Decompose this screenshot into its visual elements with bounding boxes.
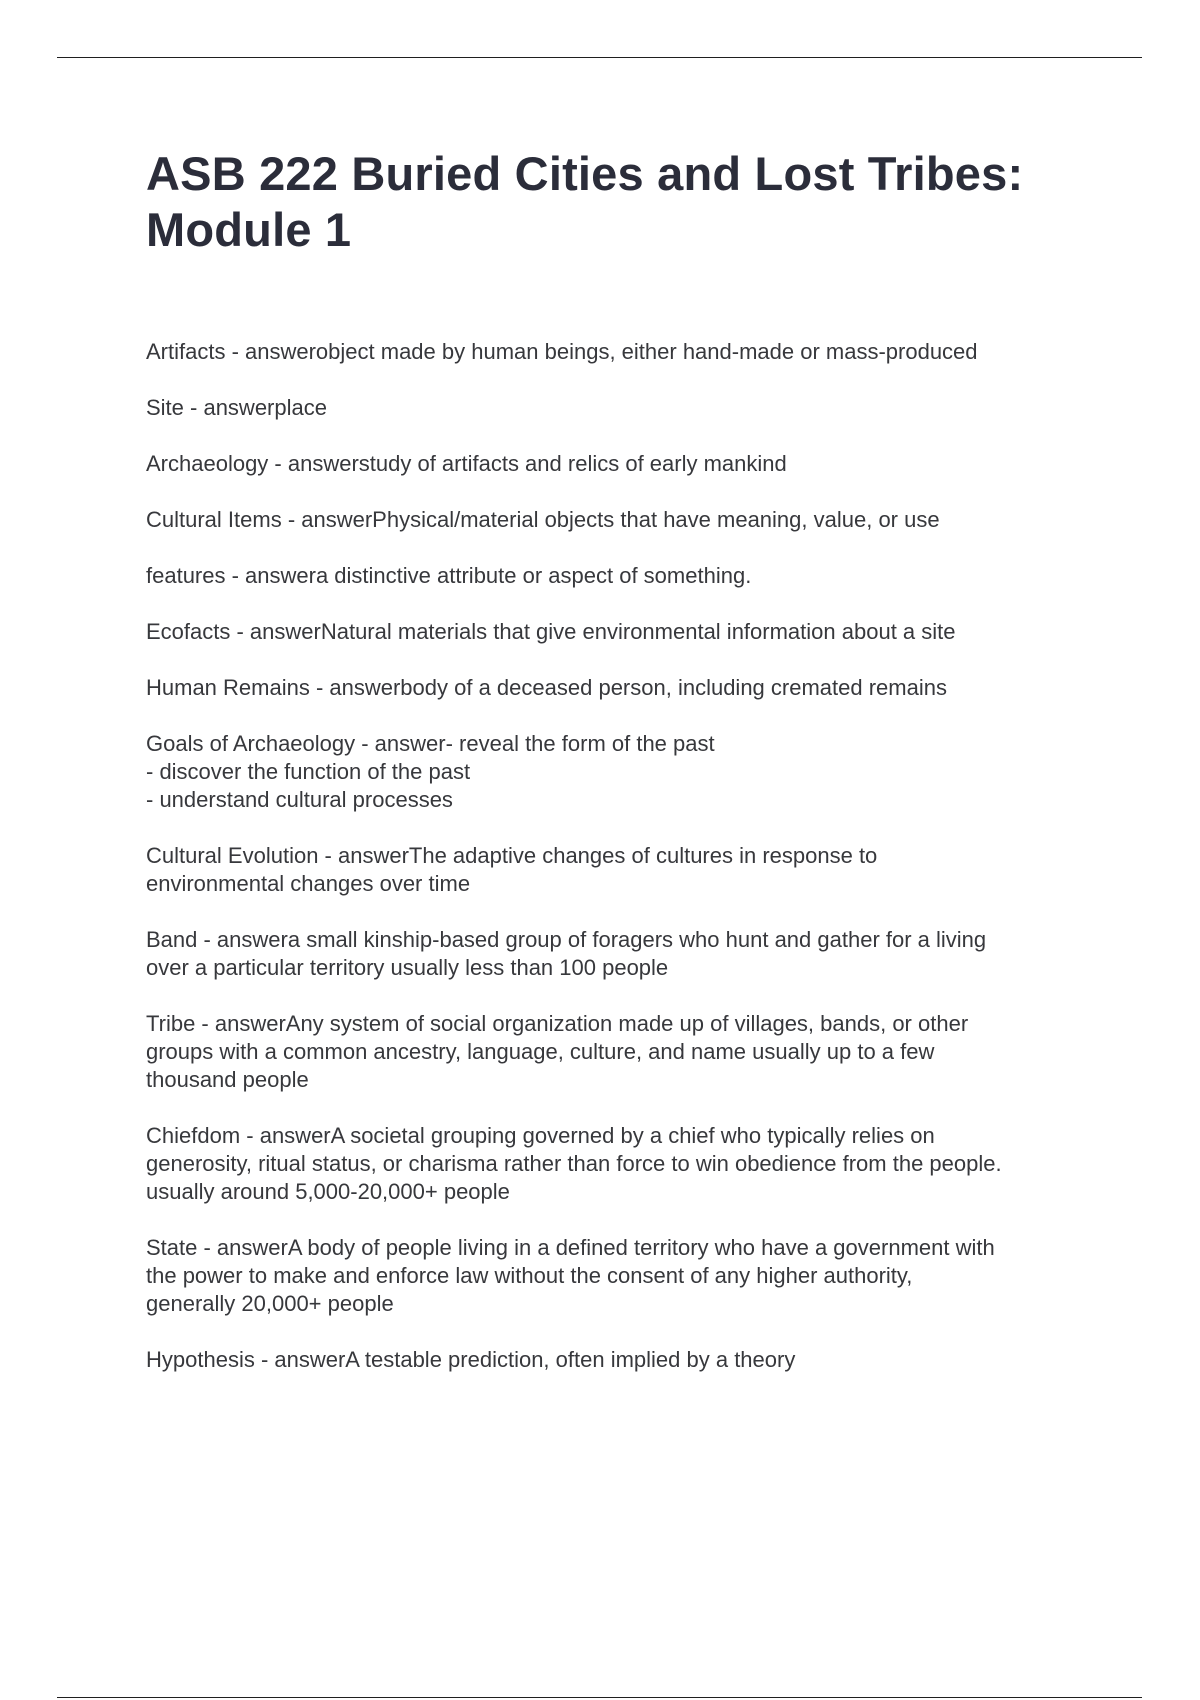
entry-cultural-evolution: Cultural Evolution - answerThe adaptive changes of cultures in response to environmental changes over time <box>146 843 878 896</box>
entry-hypothesis: Hypothesis - answerA testable prediction, often implied by a theory <box>146 1347 796 1372</box>
document-body <box>146 146 1106 1402</box>
bottom-rule <box>57 1697 1142 1698</box>
entry-list <box>146 338 1106 1374</box>
entry-ecofacts: Ecofacts - answerNatural materials that give environmental information about a site <box>146 619 956 644</box>
entry-chiefdom: Chiefdom - answerA societal grouping governed by a chief who typically relies on generosity, ritual status, or charisma rather than force to win obedience from the people. usually around 5,000-20,000+ people <box>146 1123 1002 1204</box>
title-line-1: ASB 222 Buried Cities and Lost Tribes: <box>146 147 1024 200</box>
entry-tribe: Tribe - answerAny system of social organization made up of villages, bands, or other groups with a common ancestry, language, culture, and name usually up to a few thousand people <box>146 1011 969 1092</box>
entry-band: Band - answera small kinship-based group of foragers who hunt and gather for a living over a particular territory usually less than 100 people <box>146 927 987 980</box>
entry-goals-of-archaeology: Goals of Archaeology - answer- reveal the form of the past - discover the function of the past - understand cultural processes <box>146 731 715 812</box>
entry-human-remains: Human Remains - answerbody of a deceased person, including cremated remains <box>146 675 947 700</box>
document-title <box>146 146 1106 258</box>
entry-artifacts: Artifacts - answerobject made by human beings, either hand-made or mass-produced <box>146 339 978 364</box>
entry-features: features - answera distinctive attribute or aspect of something. <box>146 563 752 588</box>
entry-state: State - answerA body of people living in a defined territory who have a government with the power to make and enforce law without the consent of any higher authority, generally 20,000+ people <box>146 1235 995 1316</box>
title-line-2: Module 1 <box>146 203 352 256</box>
entry-cultural-items: Cultural Items - answerPhysical/material objects that have meaning, value, or use <box>146 507 940 532</box>
top-rule <box>57 57 1142 58</box>
entry-archaeology: Archaeology - answerstudy of artifacts and relics of early mankind <box>146 451 787 476</box>
entry-site: Site - answerplace <box>146 395 327 420</box>
